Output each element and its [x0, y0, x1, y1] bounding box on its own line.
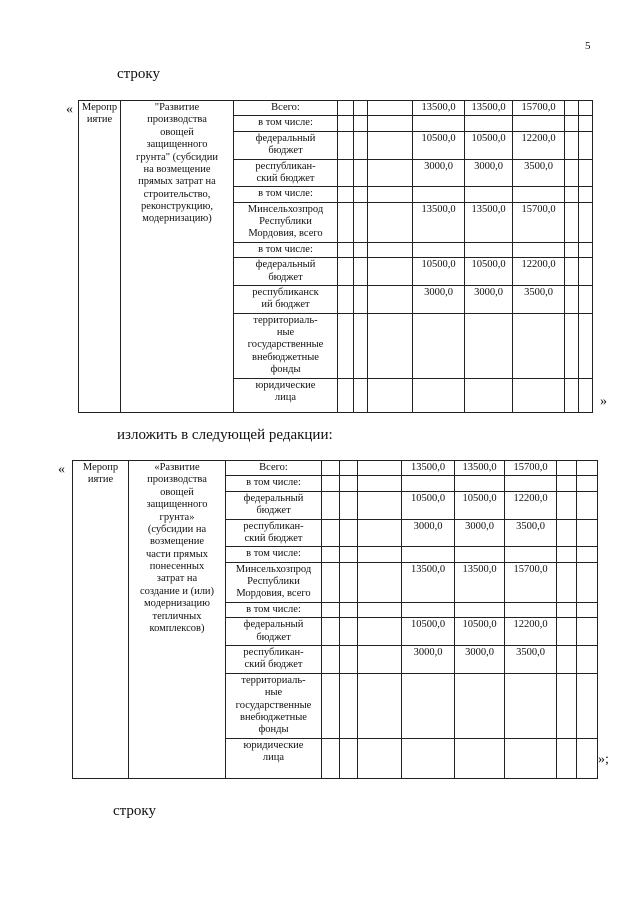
page-number: 5 [585, 40, 591, 52]
new-row-table [72, 460, 598, 779]
empty-cell [358, 519, 402, 547]
amount-cell [402, 476, 455, 491]
empty-cell [368, 187, 413, 202]
empty-cell [368, 202, 413, 242]
empty-cell [579, 131, 593, 159]
amount-cell: 15700,0 [513, 202, 565, 242]
empty-cell [557, 738, 577, 778]
empty-cell [579, 159, 593, 187]
amount-cell: 3500,0 [513, 159, 565, 187]
empty-cell [368, 378, 413, 412]
empty-cell [368, 131, 413, 159]
empty-cell [354, 116, 368, 131]
empty-cell [340, 618, 358, 646]
empty-cell [358, 461, 402, 476]
amount-cell: 3000,0 [402, 519, 455, 547]
empty-cell [340, 476, 358, 491]
amount-cell: 12200,0 [513, 258, 565, 286]
funding-source-cell: Минсельхозпрод Республики Мордовия, всего [234, 202, 338, 242]
empty-cell [358, 602, 402, 617]
empty-cell [577, 491, 598, 519]
empty-cell [579, 313, 593, 378]
empty-cell [565, 242, 579, 257]
amount-cell: 13500,0 [465, 101, 513, 116]
empty-cell [557, 645, 577, 673]
empty-cell [340, 461, 358, 476]
amount-cell: 13500,0 [402, 562, 455, 602]
empty-cell [358, 618, 402, 646]
funding-source-cell: в том числе: [234, 187, 338, 202]
funding-source-cell: федеральный бюджет [234, 131, 338, 159]
empty-cell [340, 673, 358, 738]
empty-cell [338, 116, 354, 131]
empty-cell [557, 461, 577, 476]
empty-cell [579, 202, 593, 242]
amount-cell: 10500,0 [455, 491, 505, 519]
funding-source-cell: территориаль- ные государственные внебюджетные фонды [226, 673, 322, 738]
funding-source-cell: юридические лица [226, 738, 322, 778]
amount-cell: 3000,0 [455, 519, 505, 547]
amount-cell: 13500,0 [465, 202, 513, 242]
amount-cell [465, 242, 513, 257]
empty-cell [577, 562, 598, 602]
amount-cell: 12200,0 [505, 491, 557, 519]
empty-cell [322, 547, 340, 562]
amount-cell [413, 313, 465, 378]
amount-cell: 15700,0 [505, 562, 557, 602]
empty-cell [579, 116, 593, 131]
event-type-cell: Меропр иятие [79, 101, 121, 413]
amount-cell [505, 547, 557, 562]
empty-cell [322, 491, 340, 519]
empty-cell [358, 673, 402, 738]
amount-cell: 3500,0 [505, 519, 557, 547]
amount-cell [455, 476, 505, 491]
empty-cell [358, 491, 402, 519]
amount-cell [513, 242, 565, 257]
empty-cell [354, 285, 368, 313]
empty-cell [557, 491, 577, 519]
empty-cell [557, 602, 577, 617]
empty-cell [557, 618, 577, 646]
empty-cell [577, 738, 598, 778]
empty-cell [577, 519, 598, 547]
empty-cell [577, 673, 598, 738]
empty-cell [340, 519, 358, 547]
amount-cell [413, 378, 465, 412]
funding-source-cell: в том числе: [234, 116, 338, 131]
empty-cell [340, 645, 358, 673]
empty-cell [358, 562, 402, 602]
empty-cell [358, 476, 402, 491]
empty-cell [557, 673, 577, 738]
empty-cell [354, 101, 368, 116]
funding-source-cell: территориаль- ные государственные внебюджетные фонды [234, 313, 338, 378]
empty-cell [354, 378, 368, 412]
empty-cell [358, 738, 402, 778]
quote-open-first: « [66, 102, 73, 117]
empty-cell [340, 547, 358, 562]
amount-cell [402, 738, 455, 778]
amount-cell: 3500,0 [513, 285, 565, 313]
funding-source-cell: федеральный бюджет [226, 491, 322, 519]
event-type-cell: Меропр иятие [73, 461, 129, 779]
empty-cell [565, 131, 579, 159]
empty-cell [368, 116, 413, 131]
empty-cell [579, 101, 593, 116]
amount-cell [455, 547, 505, 562]
empty-cell [565, 159, 579, 187]
funding-source-cell: в том числе: [226, 602, 322, 617]
empty-cell [579, 242, 593, 257]
amount-cell [513, 116, 565, 131]
amount-cell [413, 242, 465, 257]
empty-cell [368, 101, 413, 116]
amount-cell [513, 378, 565, 412]
empty-cell [322, 618, 340, 646]
amount-cell: 13500,0 [455, 562, 505, 602]
amount-cell [413, 187, 465, 202]
amount-cell: 3000,0 [465, 285, 513, 313]
empty-cell [565, 116, 579, 131]
empty-cell [322, 645, 340, 673]
empty-cell [368, 313, 413, 378]
amount-cell [402, 673, 455, 738]
amount-cell [505, 673, 557, 738]
heading-bottom: строку [113, 803, 156, 819]
empty-cell [565, 258, 579, 286]
empty-cell [577, 645, 598, 673]
empty-cell [368, 258, 413, 286]
empty-cell [354, 131, 368, 159]
empty-cell [338, 285, 354, 313]
empty-cell [338, 313, 354, 378]
empty-cell [322, 738, 340, 778]
table-row [73, 461, 598, 476]
amount-cell [402, 602, 455, 617]
empty-cell [577, 547, 598, 562]
table-row [79, 101, 593, 116]
amount-cell: 13500,0 [413, 101, 465, 116]
amount-cell [465, 116, 513, 131]
quote-open-second: « [58, 462, 65, 477]
empty-cell [354, 258, 368, 286]
empty-cell [358, 547, 402, 562]
empty-cell [579, 285, 593, 313]
amount-cell: 3000,0 [413, 285, 465, 313]
empty-cell [354, 187, 368, 202]
empty-cell [579, 187, 593, 202]
empty-cell [338, 131, 354, 159]
amount-cell: 13500,0 [402, 461, 455, 476]
amount-cell: 10500,0 [465, 131, 513, 159]
empty-cell [557, 519, 577, 547]
funding-source-cell: федеральный бюджет [226, 618, 322, 646]
amount-cell: 10500,0 [455, 618, 505, 646]
empty-cell [368, 242, 413, 257]
empty-cell [565, 313, 579, 378]
empty-cell [368, 159, 413, 187]
funding-source-cell: федеральный бюджет [234, 258, 338, 286]
empty-cell [322, 476, 340, 491]
amount-cell [455, 738, 505, 778]
amount-cell: 10500,0 [402, 491, 455, 519]
empty-cell [354, 159, 368, 187]
amount-cell [465, 313, 513, 378]
empty-cell [557, 547, 577, 562]
amount-cell: 3000,0 [402, 645, 455, 673]
amount-cell: 13500,0 [413, 202, 465, 242]
amount-cell [505, 738, 557, 778]
amount-cell [402, 547, 455, 562]
amount-cell: 10500,0 [413, 258, 465, 286]
empty-cell [338, 378, 354, 412]
funding-source-cell: республикан- ский бюджет [234, 159, 338, 187]
empty-cell [565, 378, 579, 412]
empty-cell [338, 101, 354, 116]
empty-cell [340, 491, 358, 519]
empty-cell [322, 562, 340, 602]
amount-cell [413, 116, 465, 131]
event-description-cell: «Развитие производства овощей защищенного грунта» (субсидии на возмещение части прямых понесенных затрат на создание и (или) модернизацию тепличных комплексов) [129, 461, 226, 779]
funding-source-cell: Минсельхозпрод Республики Мордовия, всего [226, 562, 322, 602]
empty-cell [338, 242, 354, 257]
quote-close-first: » [600, 394, 607, 409]
empty-cell [354, 313, 368, 378]
amount-cell [513, 187, 565, 202]
empty-cell [338, 159, 354, 187]
funding-source-cell: в том числе: [226, 547, 322, 562]
empty-cell [577, 461, 598, 476]
amount-cell [455, 673, 505, 738]
amount-cell: 12200,0 [505, 618, 557, 646]
amount-cell [505, 476, 557, 491]
empty-cell [340, 602, 358, 617]
funding-source-cell: в том числе: [234, 242, 338, 257]
amount-cell: 10500,0 [413, 131, 465, 159]
amount-cell: 10500,0 [465, 258, 513, 286]
amount-cell: 15700,0 [513, 101, 565, 116]
amount-cell: 10500,0 [402, 618, 455, 646]
empty-cell [565, 101, 579, 116]
amount-cell [505, 602, 557, 617]
empty-cell [579, 258, 593, 286]
event-description-cell: "Развитие производства овощей защищенного грунта" (субсидии на возмещение прямых затрат на строительство, реконструкцию, модернизацию) [121, 101, 234, 413]
amount-cell: 3500,0 [505, 645, 557, 673]
empty-cell [577, 602, 598, 617]
empty-cell [577, 618, 598, 646]
funding-source-cell: Всего: [226, 461, 322, 476]
amount-cell [465, 187, 513, 202]
empty-cell [338, 187, 354, 202]
empty-cell [340, 562, 358, 602]
funding-source-cell: в том числе: [226, 476, 322, 491]
empty-cell [322, 673, 340, 738]
funding-source-cell: Всего: [234, 101, 338, 116]
empty-cell [577, 476, 598, 491]
empty-cell [565, 285, 579, 313]
empty-cell [354, 242, 368, 257]
empty-cell [322, 519, 340, 547]
empty-cell [338, 258, 354, 286]
amount-cell: 3000,0 [413, 159, 465, 187]
empty-cell [557, 562, 577, 602]
quote-close-second: »; [598, 752, 609, 767]
empty-cell [354, 202, 368, 242]
amount-cell [513, 313, 565, 378]
empty-cell [322, 461, 340, 476]
amount-cell [465, 378, 513, 412]
empty-cell [358, 645, 402, 673]
instruction-text: изложить в следующей редакции: [117, 427, 333, 443]
amount-cell [455, 602, 505, 617]
empty-cell [340, 738, 358, 778]
amount-cell: 12200,0 [513, 131, 565, 159]
empty-cell [565, 187, 579, 202]
amount-cell: 3000,0 [455, 645, 505, 673]
amount-cell: 13500,0 [455, 461, 505, 476]
empty-cell [579, 378, 593, 412]
empty-cell [338, 202, 354, 242]
funding-source-cell: республикан- ский бюджет [226, 519, 322, 547]
amount-cell: 3000,0 [465, 159, 513, 187]
old-row-table [78, 100, 593, 413]
heading-top: строку [117, 66, 160, 82]
funding-source-cell: республиканск ий бюджет [234, 285, 338, 313]
empty-cell [557, 476, 577, 491]
empty-cell [322, 602, 340, 617]
empty-cell [368, 285, 413, 313]
empty-cell [565, 202, 579, 242]
amount-cell: 15700,0 [505, 461, 557, 476]
funding-source-cell: республикан- ский бюджет [226, 645, 322, 673]
funding-source-cell: юридические лица [234, 378, 338, 412]
